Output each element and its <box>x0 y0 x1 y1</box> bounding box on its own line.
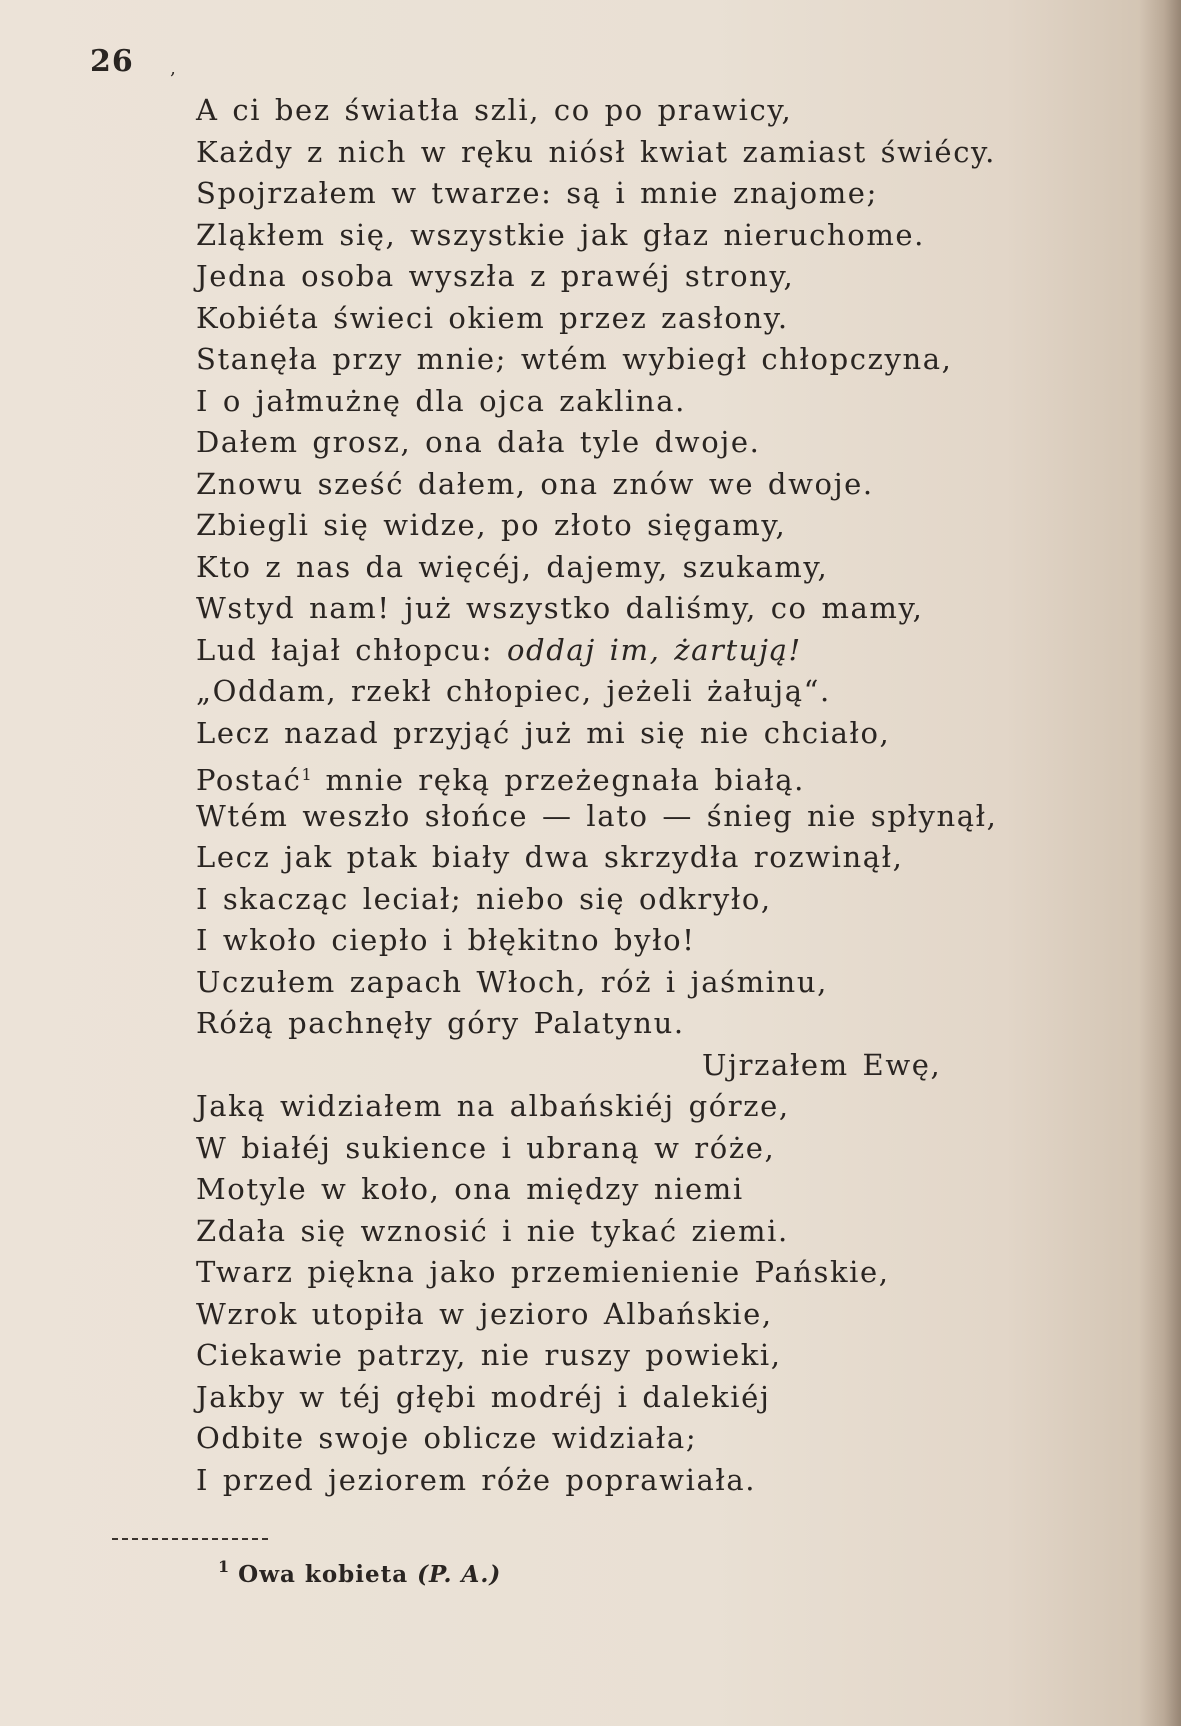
verse-line: Uczułem zapach Włoch, róż i jaśminu, <box>196 964 828 999</box>
verse-line <box>196 630 1096 672</box>
verse-line: Wzrok utopiła w jezioro Albańskie, <box>196 1296 773 1331</box>
verse-line: Różą pachnęły góry Palatynu. <box>196 1006 685 1040</box>
verse-line: Ciekawie patrzy, nie ruszy powieki, <box>196 1338 782 1372</box>
page-edge-shadow <box>1139 0 1181 1726</box>
verse-line: Lecz jak ptak biały dwa skrzydła rozwinął, <box>196 840 904 874</box>
footnote-number: 1 <box>218 1557 230 1576</box>
verse-line: I o jałmużnę dla ojca zaklina. <box>196 383 686 418</box>
verse-line: Jedna osoba wyszła z prawéj strony, <box>196 259 795 293</box>
verse-line: „Oddam, rzekł chłopiec, jeżeli żałują“. <box>196 674 831 708</box>
verse-line: Kto z nas da więcéj, dajemy, szukamy, <box>196 549 829 584</box>
verse-line: Lecz nazad przyjąć już mi się nie chciało, <box>196 715 891 750</box>
print-speck: ‚ <box>170 58 176 79</box>
footnote-attribution: (P. A.) <box>417 1561 502 1588</box>
verse-line: W białéj sukience i ubraną w róże, <box>196 1130 776 1165</box>
verse-line-right-aligned: Ujrzałem Ewę, <box>702 1047 942 1082</box>
footnote-reference: 1 <box>301 765 312 784</box>
verse-line: Znowu sześć dałem, ona znów we dwoje. <box>196 466 874 501</box>
verse-line: A ci bez światła szli, co po prawicy, <box>196 93 793 127</box>
verse-line: Stanęła przy mnie; wtém wybiegł chłopczyna, <box>196 342 953 376</box>
verse-line: Jakby w téj głębi modréj i dalekiéj <box>196 1379 771 1414</box>
verse-line: Zbiegli się widze, po złoto sięgamy, <box>196 508 787 542</box>
verse-line: I przed jeziorem róże poprawiała. <box>196 1462 757 1497</box>
page-number: 26 <box>90 44 134 79</box>
verse-line: Jaką widziałem na albańskiéj górze, <box>196 1089 790 1123</box>
verse-line: Kobiéta świeci okiem przez zasłony. <box>196 300 789 335</box>
poem-text <box>196 90 1096 1501</box>
verse-line: Twarz piękna jako przemienienie Pańskie, <box>196 1255 890 1289</box>
verse-line: Wstyd nam! już wszystko daliśmy, co mamy, <box>196 591 924 625</box>
verse-line-text: Lud łajał chłopcu: <box>196 632 507 667</box>
verse-line: Spojrzałem w twarze: są i mnie znajome; <box>196 176 878 210</box>
verse-line: Każdy z nich w ręku niósł kwiat zamiast świécy. <box>196 134 996 169</box>
verse-line: Zdała się wznosić i nie tykać ziemi. <box>196 1213 789 1248</box>
italic-quote: oddaj im, żartują! <box>506 632 802 667</box>
verse-line-text: mnie ręką przeżegnała białą. <box>311 763 805 797</box>
verse-line <box>196 754 1096 796</box>
footnote-divider <box>112 1538 268 1540</box>
verse-line: Motyle w koło, ona między niemi <box>196 1172 744 1206</box>
verse-line: Dałem grosz, ona dała tyle dwoje. <box>196 425 761 459</box>
verse-line: I wkoło ciepło i błękitno było! <box>196 923 696 957</box>
verse-line: Wtém weszło słońce — lato — śnieg nie spłynął, <box>196 798 998 833</box>
verse-line: Zląkłem się, wszystkie jak głaz nieruchome. <box>196 217 925 252</box>
footnote-text: Owa kobieta <box>238 1561 418 1588</box>
verse-line: Odbite swoje oblicze widziała; <box>196 1421 698 1455</box>
verse-line: I skacząc leciał; niebo się odkryło, <box>196 881 772 916</box>
footnote <box>218 1557 501 1588</box>
verse-line-text: Postać <box>196 763 302 797</box>
